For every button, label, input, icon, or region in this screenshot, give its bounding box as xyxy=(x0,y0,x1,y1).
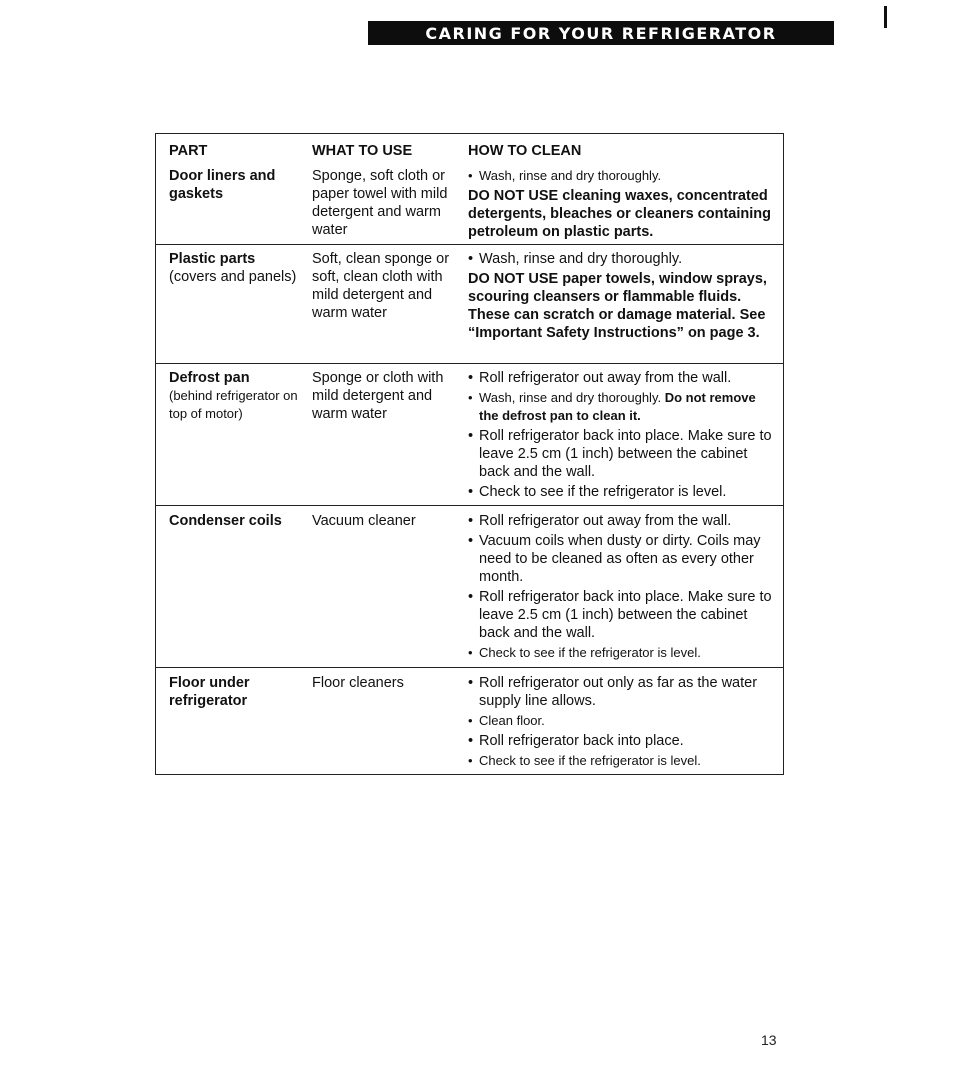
part-cell xyxy=(169,369,304,423)
warning-text: DO NOT USE paper towels, window sprays, scouring cleansers or flammable fluids. These can scratch or damage material. See “Important Safety Instructions” on page 3. xyxy=(468,271,767,341)
cleaning-table xyxy=(155,133,784,775)
how-to-clean xyxy=(468,512,773,664)
list-item: • Roll refrigerator out only as far as the water supply line allows. xyxy=(468,674,773,710)
part-name: Plastic parts xyxy=(169,251,256,267)
what-to-use: Sponge, soft cloth or paper towel with mild detergent and warm water xyxy=(312,168,448,238)
step-text: Wash, rinse and dry thoroughly. xyxy=(479,390,662,405)
list-item xyxy=(468,389,773,425)
what-to-use: Vacuum cleaner xyxy=(312,513,416,529)
step-bold-note: Do not remove the defrost pan to clean it. xyxy=(479,390,756,423)
column-header-part: PART xyxy=(169,143,208,159)
part-note: (covers and panels) xyxy=(169,269,297,285)
list-item: • Roll refrigerator back into place. xyxy=(468,732,773,750)
table-row xyxy=(156,364,783,506)
part-note: (behind refrigerator on top of motor) xyxy=(169,388,298,421)
column-header-what-to-use: WHAT TO USE xyxy=(312,143,413,159)
warning-text: DO NOT USE cleaning waxes, concentrated detergents, bleaches or cleaners containing petroleum on plastic parts. xyxy=(468,188,771,240)
steps-list xyxy=(468,674,773,770)
table-row xyxy=(156,161,783,245)
part-cell xyxy=(169,250,304,286)
list-item: • Wash, rinse and dry thoroughly. xyxy=(468,167,773,185)
list-item: • Check to see if the refrigerator is level. xyxy=(468,752,773,770)
steps-list xyxy=(468,167,773,185)
table-header-row xyxy=(156,134,783,161)
list-item: • Roll refrigerator out away from the wall. xyxy=(468,369,773,387)
table-row xyxy=(156,668,783,776)
steps-list xyxy=(468,369,773,501)
how-to-clean xyxy=(468,167,773,245)
list-item: • Check to see if the refrigerator is level. xyxy=(468,644,773,662)
what-to-use: Sponge or cloth with mild detergent and warm water xyxy=(312,370,444,422)
part-name: Defrost pan xyxy=(169,370,250,386)
part-name: Door liners and gaskets xyxy=(169,168,276,202)
margin-mark xyxy=(884,6,887,28)
list-item: • Roll refrigerator back into place. Make sure to leave 2.5 cm (1 inch) between the cabinet back and the wall. xyxy=(468,427,773,481)
part-name: Floor under refrigerator xyxy=(169,675,250,709)
page-number: 13 xyxy=(761,1032,777,1048)
list-item: • Wash, rinse and dry thoroughly. xyxy=(468,250,773,268)
what-to-use: Floor cleaners xyxy=(312,675,404,691)
steps-list xyxy=(468,512,773,662)
how-to-clean xyxy=(468,250,773,346)
steps-list xyxy=(468,250,773,268)
list-item: • Vacuum coils when dusty or dirty. Coils may need to be cleaned as often as every other month. xyxy=(468,532,773,586)
table-row xyxy=(156,245,783,364)
how-to-clean xyxy=(468,369,773,503)
list-item: • Clean floor. xyxy=(468,712,773,730)
how-to-clean xyxy=(468,674,773,772)
list-item: • Roll refrigerator out away from the wall. xyxy=(468,512,773,530)
list-item: • Check to see if the refrigerator is level. xyxy=(468,483,773,501)
list-item: • Roll refrigerator back into place. Make sure to leave 2.5 cm (1 inch) between the cabinet back and the wall. xyxy=(468,588,773,642)
section-title: CARING FOR YOUR REFRIGERATOR xyxy=(368,21,834,45)
column-header-how-to-clean: HOW TO CLEAN xyxy=(468,143,582,159)
what-to-use: Soft, clean sponge or soft, clean cloth with mild detergent and warm water xyxy=(312,251,450,321)
part-name: Condenser coils xyxy=(169,513,282,529)
table-row xyxy=(156,506,783,668)
